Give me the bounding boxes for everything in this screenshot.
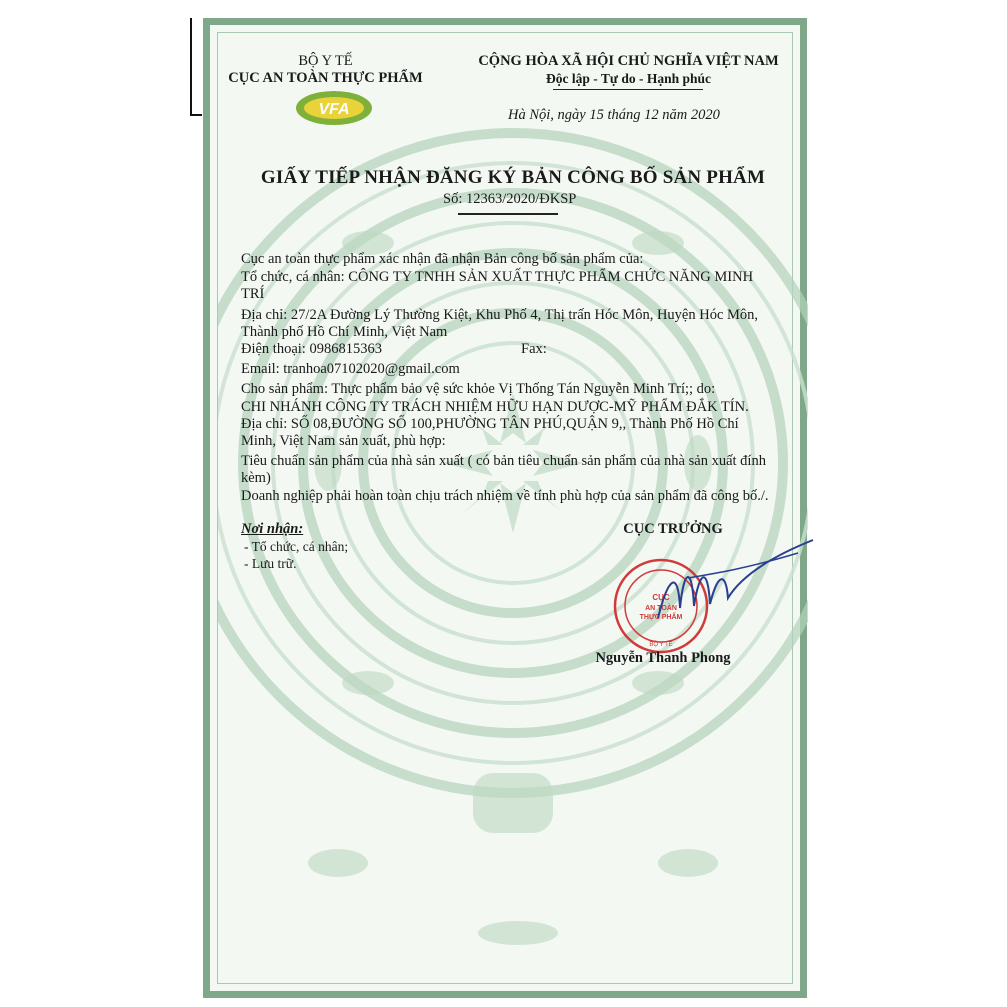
title-rule	[458, 213, 558, 215]
body-line: kèm)	[241, 470, 271, 486]
body-line: Cục an toàn thực phẩm xác nhận đã nhận Bản công bố sản phẩm của:	[241, 251, 644, 267]
body-line: Tổ chức, cá nhân: CÔNG TY TNHH SẢN XUẤT THỰC PHẨM CHỨC NĂNG MINH	[241, 269, 754, 285]
fax-line: Fax:	[521, 341, 547, 357]
body-line: Địa chỉ: 27/2A Đường Lý Thường Kiệt, Khu Phố 4, Thị trấn Hóc Môn, Huyện Hóc Môn,	[241, 307, 759, 323]
body-line: Tiêu chuẩn sản phẩm của nhà sản xuất ( có bản tiêu chuẩn sản phẩm của nhà sản xuất đính	[241, 453, 766, 469]
sheet-inner-border	[217, 32, 793, 984]
body-line: Doanh nghiệp phải hoàn toàn chịu trách nhiệm về tính phù hợp của sản phẩm đã công bố./.	[241, 488, 769, 504]
body-line: Thành phố Hồ Chí Minh, Việt Nam	[241, 324, 448, 340]
place-date: Hà Nội, ngày 15 tháng 12 năm 2020	[508, 107, 720, 123]
national-motto: Độc lập - Tự do - Hạnh phúc	[545, 71, 712, 86]
body-line: Cho sản phẩm: Thực phẩm bảo vệ sức khỏe Vị Thống Tán Nguyễn Minh Trí;; do:	[241, 381, 716, 397]
agency-name: CỤC AN TOÀN THỰC PHẨM	[228, 70, 423, 86]
svg-text:VFA: VFA	[318, 101, 350, 118]
svg-text:CỤC: CỤC	[652, 593, 670, 602]
ministry-name: BỘ Y TẾ	[298, 53, 353, 69]
body-line: Minh, Việt Nam sản xuất, phù hợp:	[241, 433, 446, 449]
crop-mark-tick	[190, 114, 202, 116]
signer-name: Nguyễn Thanh Phong	[595, 650, 731, 666]
handwritten-signature	[648, 538, 818, 633]
crop-mark	[190, 18, 192, 116]
svg-text:AN TOÀN: AN TOÀN	[645, 605, 677, 612]
svg-text:THỰC PHẨM: THỰC PHẨM	[639, 614, 683, 621]
recipient-item: - Tổ chức, cá nhân;	[244, 539, 349, 554]
body-line: CHI NHÁNH CÔNG TY TRÁCH NHIỆM HỮU HẠN DƯỢC-MỸ PHẨM ĐẮK TÍN.	[241, 399, 749, 415]
vfa-logo	[294, 89, 374, 127]
body-line: Địa chỉ: SỐ 08,ĐƯỜNG SỐ 100,PHƯỜNG TÂN PHÚ,QUẬN 9,, Thành Phố Hồ Chí	[241, 416, 739, 432]
email-line: Email: tranhoa07102020@gmail.com	[241, 361, 460, 377]
recipients-title: Nơi nhận:	[241, 521, 304, 537]
national-header	[446, 53, 811, 87]
country-name: CỘNG HÒA XÃ HỘI CHỦ NGHĨA VIỆT NAM	[478, 53, 779, 69]
issuer-block	[218, 53, 433, 87]
signer-title: CỤC TRƯỞNG	[623, 521, 723, 537]
document-number: Số: 12363/2020/ĐKSP	[443, 191, 577, 207]
recipient-item: - Lưu trữ.	[244, 556, 297, 571]
document-title: GIẤY TIẾP NHẬN ĐĂNG KÝ BẢN CÔNG BỐ SẢN PHẨM	[260, 167, 766, 188]
body-line: TRÍ	[241, 286, 265, 302]
motto-underline	[553, 89, 703, 90]
phone-line: Điện thoại: 0986815363	[241, 341, 382, 357]
svg-text:BỘ Y TẾ: BỘ Y TẾ	[649, 642, 673, 648]
document-sheet	[203, 18, 807, 998]
